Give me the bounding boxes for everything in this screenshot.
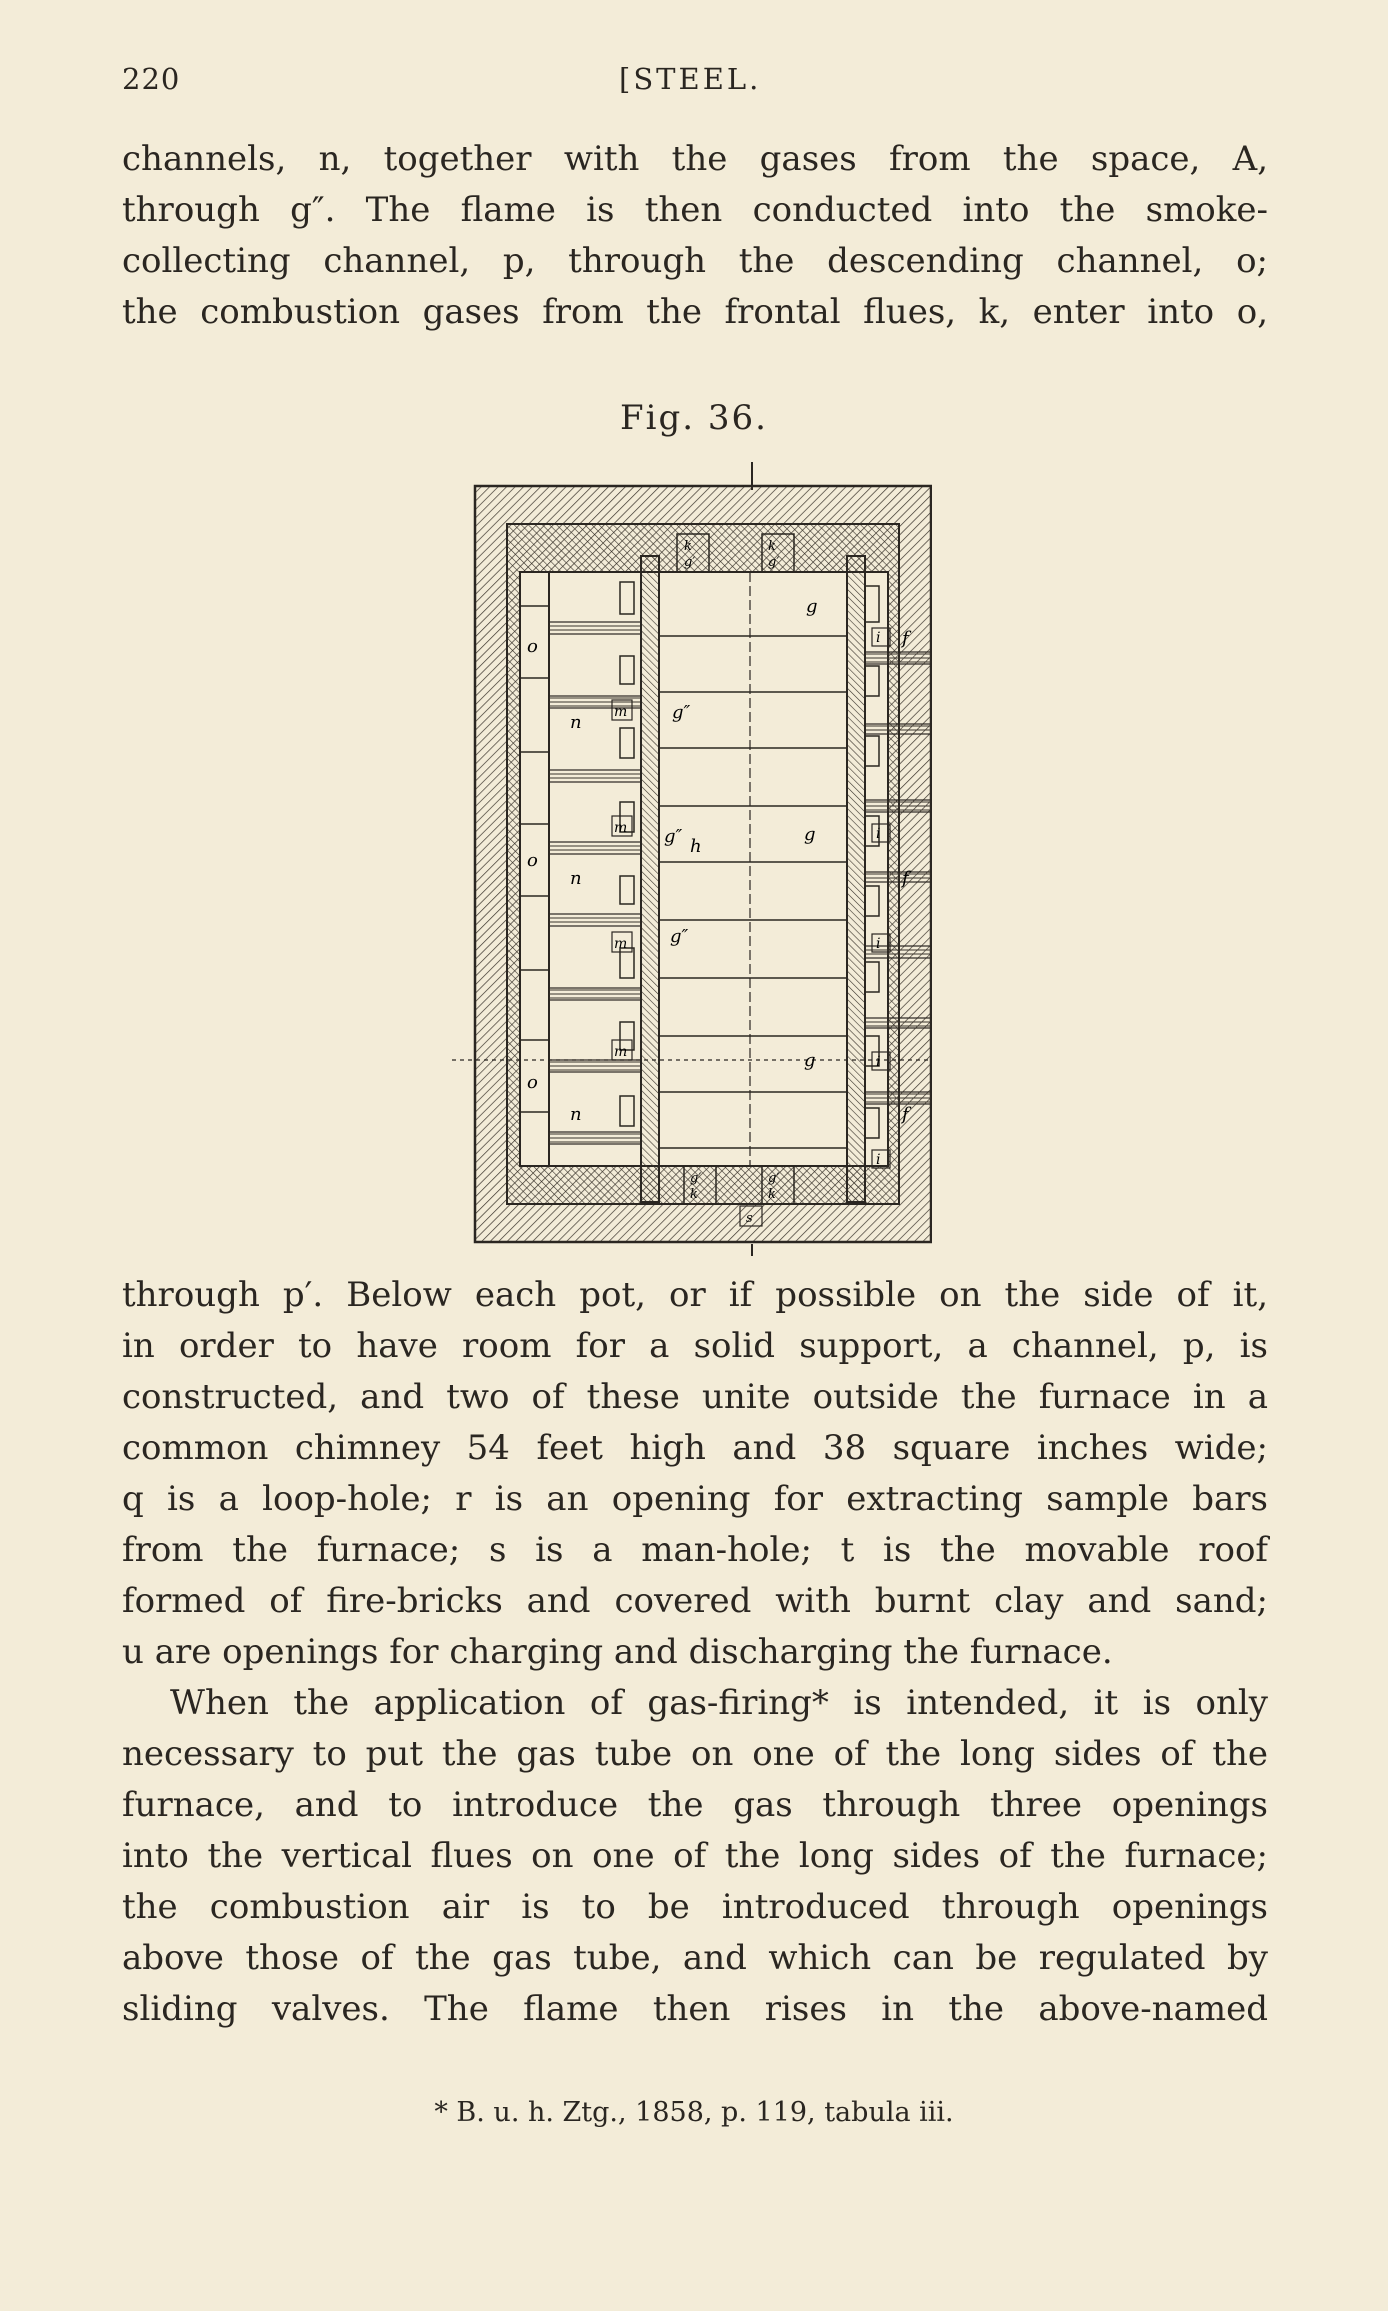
text-line: above those of the gas tube, and which can be regulated by bbox=[122, 1938, 1268, 1978]
label-f: f bbox=[902, 628, 909, 649]
text-line: through p′. Below each pot, or if possible on the side of it, bbox=[122, 1275, 1268, 1315]
label-g-prime: g′ bbox=[768, 1171, 780, 1186]
label-g-double-prime: g″ bbox=[670, 926, 689, 947]
label-g-prime: g′ bbox=[690, 1171, 702, 1186]
running-head: [STEEL. bbox=[619, 62, 762, 96]
label-g-double-prime: g″ bbox=[672, 702, 691, 723]
label-g-prime: g′ bbox=[684, 555, 696, 570]
page-number: 220 bbox=[122, 62, 181, 96]
label-f: f bbox=[902, 1104, 909, 1125]
label-k: k bbox=[690, 1187, 698, 1202]
label-g: g bbox=[804, 1050, 816, 1071]
footnote: * B. u. h. Ztg., 1858, p. 119, tabula iii. bbox=[434, 2097, 954, 2128]
label-i: i bbox=[876, 630, 881, 646]
text-line: constructed, and two of these unite outside the furnace in a bbox=[122, 1377, 1268, 1417]
text-line: the combustion gases from the frontal flues, k, enter into o, bbox=[122, 292, 1268, 332]
text-line: common chimney 54 feet high and 38 square inches wide; bbox=[122, 1428, 1268, 1468]
figure-caption: Fig. 36. bbox=[620, 398, 768, 438]
label-k: k bbox=[768, 1187, 776, 1202]
text-line: u are openings for charging and discharging the furnace. bbox=[122, 1632, 1113, 1672]
label-g-double-prime: g″ bbox=[664, 826, 683, 847]
paragraph-top bbox=[122, 134, 1268, 338]
label-k: k bbox=[768, 539, 776, 554]
right-pillar bbox=[847, 556, 865, 1202]
text-line: into the vertical flues on one of the long sides of the furnace; bbox=[122, 1836, 1268, 1876]
text-line: from the furnace; s is a man-hole; t is the movable roof bbox=[122, 1530, 1268, 1570]
label-g: g bbox=[804, 824, 816, 845]
label-i: i bbox=[876, 936, 881, 952]
page-header bbox=[122, 62, 1266, 108]
label-m: m bbox=[614, 1044, 628, 1060]
text-line: When the application of gas-firing* is intended, it is only bbox=[170, 1683, 1268, 1723]
label-k: k bbox=[684, 539, 692, 554]
label-o: o bbox=[527, 636, 538, 657]
label-n: n bbox=[570, 868, 582, 889]
label-g-prime: g′ bbox=[768, 555, 780, 570]
label-i: i bbox=[876, 1152, 881, 1168]
text-line: the combustion air is to be introduced through openings bbox=[122, 1887, 1268, 1927]
label-s: s bbox=[746, 1211, 753, 1226]
label-o: o bbox=[527, 850, 538, 871]
text-line: in order to have room for a solid support, a channel, p, is bbox=[122, 1326, 1268, 1366]
text-line: necessary to put the gas tube on one of the long sides of the bbox=[122, 1734, 1268, 1774]
label-n: n bbox=[570, 712, 582, 733]
furnace-plan-figure bbox=[452, 456, 932, 1256]
label-f: f bbox=[902, 868, 909, 889]
label-m: m bbox=[614, 820, 628, 836]
text-line: through g″. The flame is then conducted into the smoke- bbox=[122, 190, 1268, 230]
label-n: n bbox=[570, 1104, 582, 1125]
text-line: furnace, and to introduce the gas through three openings bbox=[122, 1785, 1268, 1825]
label-o: o bbox=[527, 1072, 538, 1093]
text-line: channels, n, together with the gases from the space, A, bbox=[122, 139, 1268, 179]
pot-chambers bbox=[659, 572, 847, 1166]
label-m: m bbox=[614, 936, 628, 952]
label-h: h bbox=[690, 836, 702, 857]
label-m: m bbox=[614, 704, 628, 720]
paragraph-bottom bbox=[122, 1270, 1268, 2035]
left-pillar bbox=[641, 556, 659, 1202]
text-line: collecting channel, p, through the descending channel, o; bbox=[122, 241, 1268, 281]
text-line: formed of fire-bricks and covered with burnt clay and sand; bbox=[122, 1581, 1268, 1621]
text-line: q is a loop-hole; r is an opening for extracting sample bars bbox=[122, 1479, 1268, 1519]
label-i: i bbox=[876, 826, 881, 842]
label-g: g bbox=[806, 596, 818, 617]
furnace-plan-drawing bbox=[452, 456, 932, 1256]
label-i: i bbox=[876, 1054, 881, 1070]
text-line: sliding valves. The flame then rises in the above-named bbox=[122, 1989, 1268, 2029]
